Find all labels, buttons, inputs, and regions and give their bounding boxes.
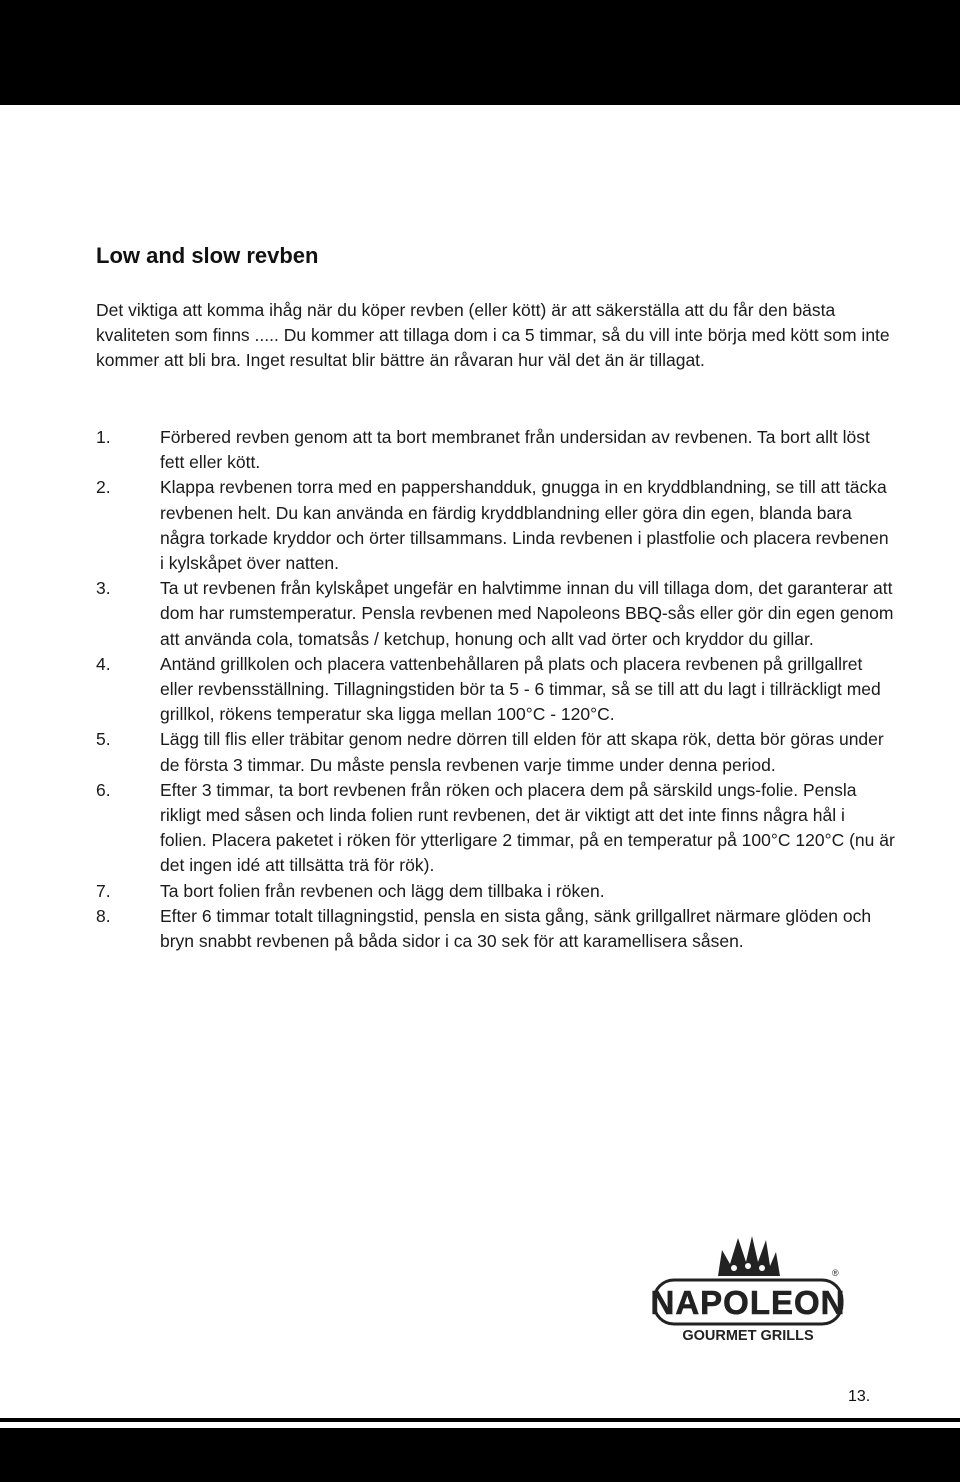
- step-number: 6.: [96, 779, 111, 800]
- header-bar: [0, 0, 960, 105]
- step-number: 5.: [96, 729, 111, 750]
- list-item: [96, 652, 896, 728]
- list-item: [96, 727, 896, 777]
- napoleon-logo: [648, 1232, 848, 1347]
- list-item: [96, 904, 896, 954]
- list-item: [96, 879, 896, 904]
- step-number: 3.: [96, 578, 111, 599]
- step-text: Ta ut revbenen från kylskåpet ungefär en halvtimme innan du vill tillaga dom, det garanterar att dom har rumstemperatur. Pensla revbenen med Napoleons BBQ-sås eller gör din egen genom att använda cola, tomatsås / ketchup, honung och allt vad örter och kryddor du gillar.: [160, 578, 894, 649]
- step-text: Efter 6 timmar totalt tillagningstid, pensla en sista gång, sänk grillgallret närmare glöden och bryn snabbt revbenen på båda sidor i ca 30 sek för att karamellisera såsen.: [160, 905, 872, 952]
- step-text: Lägg till flis eller träbitar genom nedre dörren till elden för att skapa rök, detta bör göras under de första 3 timmar. Du måste pensla revbenen varje timme under denna period.: [160, 729, 884, 775]
- page-number: 13.: [848, 1388, 871, 1405]
- logo-brand: NAPOLEON: [650, 1284, 846, 1321]
- list-item: [96, 778, 896, 879]
- list-item: [96, 576, 896, 652]
- step-number: 1.: [96, 427, 111, 447]
- step-number: 4.: [96, 653, 111, 674]
- step-number: 8.: [96, 905, 111, 926]
- step-text: Klappa revbenen torra med en pappershandduk, gnugga in en kryddblandning, se till att täcka revbenen helt. Du kan använda en färdig kryddblandning eller göra din egen, blanda bara några torkade kryddor och örter tillsammans. Linda revbenen i plastfolie och placera revbenen i kylskåpet över natten.: [160, 477, 889, 574]
- logo-subtitle: GOURMET GRILLS: [682, 1328, 814, 1344]
- step-text: Ta bort folien från revbenen och lägg dem tillbaka i röken.: [160, 880, 605, 901]
- page-title: Low and slow revben: [96, 243, 319, 268]
- step-text: Antänd grillkolen och placera vattenbehållaren på plats och placera revbenen på grillgallret eller revbensställning. Tillagningstiden bör ta 5 - 6 timmar, så se till att du lagt i tillräckligt med grillkol, rökens temperatur ska ligga mellan 100°C - 120°C.: [160, 653, 881, 725]
- intro-paragraph: Det viktiga att komma ihåg när du köper revben (eller kött) är att säkerställa att du får den bästa kvaliteten som finns ..... Du kommer att tillaga dom i ca 5 timmar, så du vill inte börja med kött som inte kommer att bli bra. Inget resultat blir bättre än råvaran hur väl det än är tillagat.: [96, 300, 890, 370]
- flame-crown-icon: [718, 1236, 780, 1276]
- step-number: 2.: [96, 477, 111, 498]
- list-item: [96, 425, 896, 475]
- step-text: Efter 3 timmar, ta bort revbenen från röken och placera dem på särskild ungs-folie. Pensla rikligt med såsen och linda folien runt revbenen, det är viktigt att det inte finns några hål i folien. Placera paketet i röken för ytterligare 2 timmar, på en temperatur på 100°C 120°C (nu är det ingen idé att tillsätta trä för rök).: [160, 779, 895, 876]
- footer-rule: [0, 1418, 960, 1422]
- step-text: Förbered revben genom att ta bort membranet från undersidan av revbenen. Ta bort allt löst fett eller kött.: [160, 427, 870, 473]
- recipe-steps: [96, 425, 896, 954]
- list-item: [96, 475, 896, 576]
- logo-registered: ®: [832, 1268, 839, 1278]
- footer-bar: [0, 1428, 960, 1482]
- step-number: 7.: [96, 880, 111, 901]
